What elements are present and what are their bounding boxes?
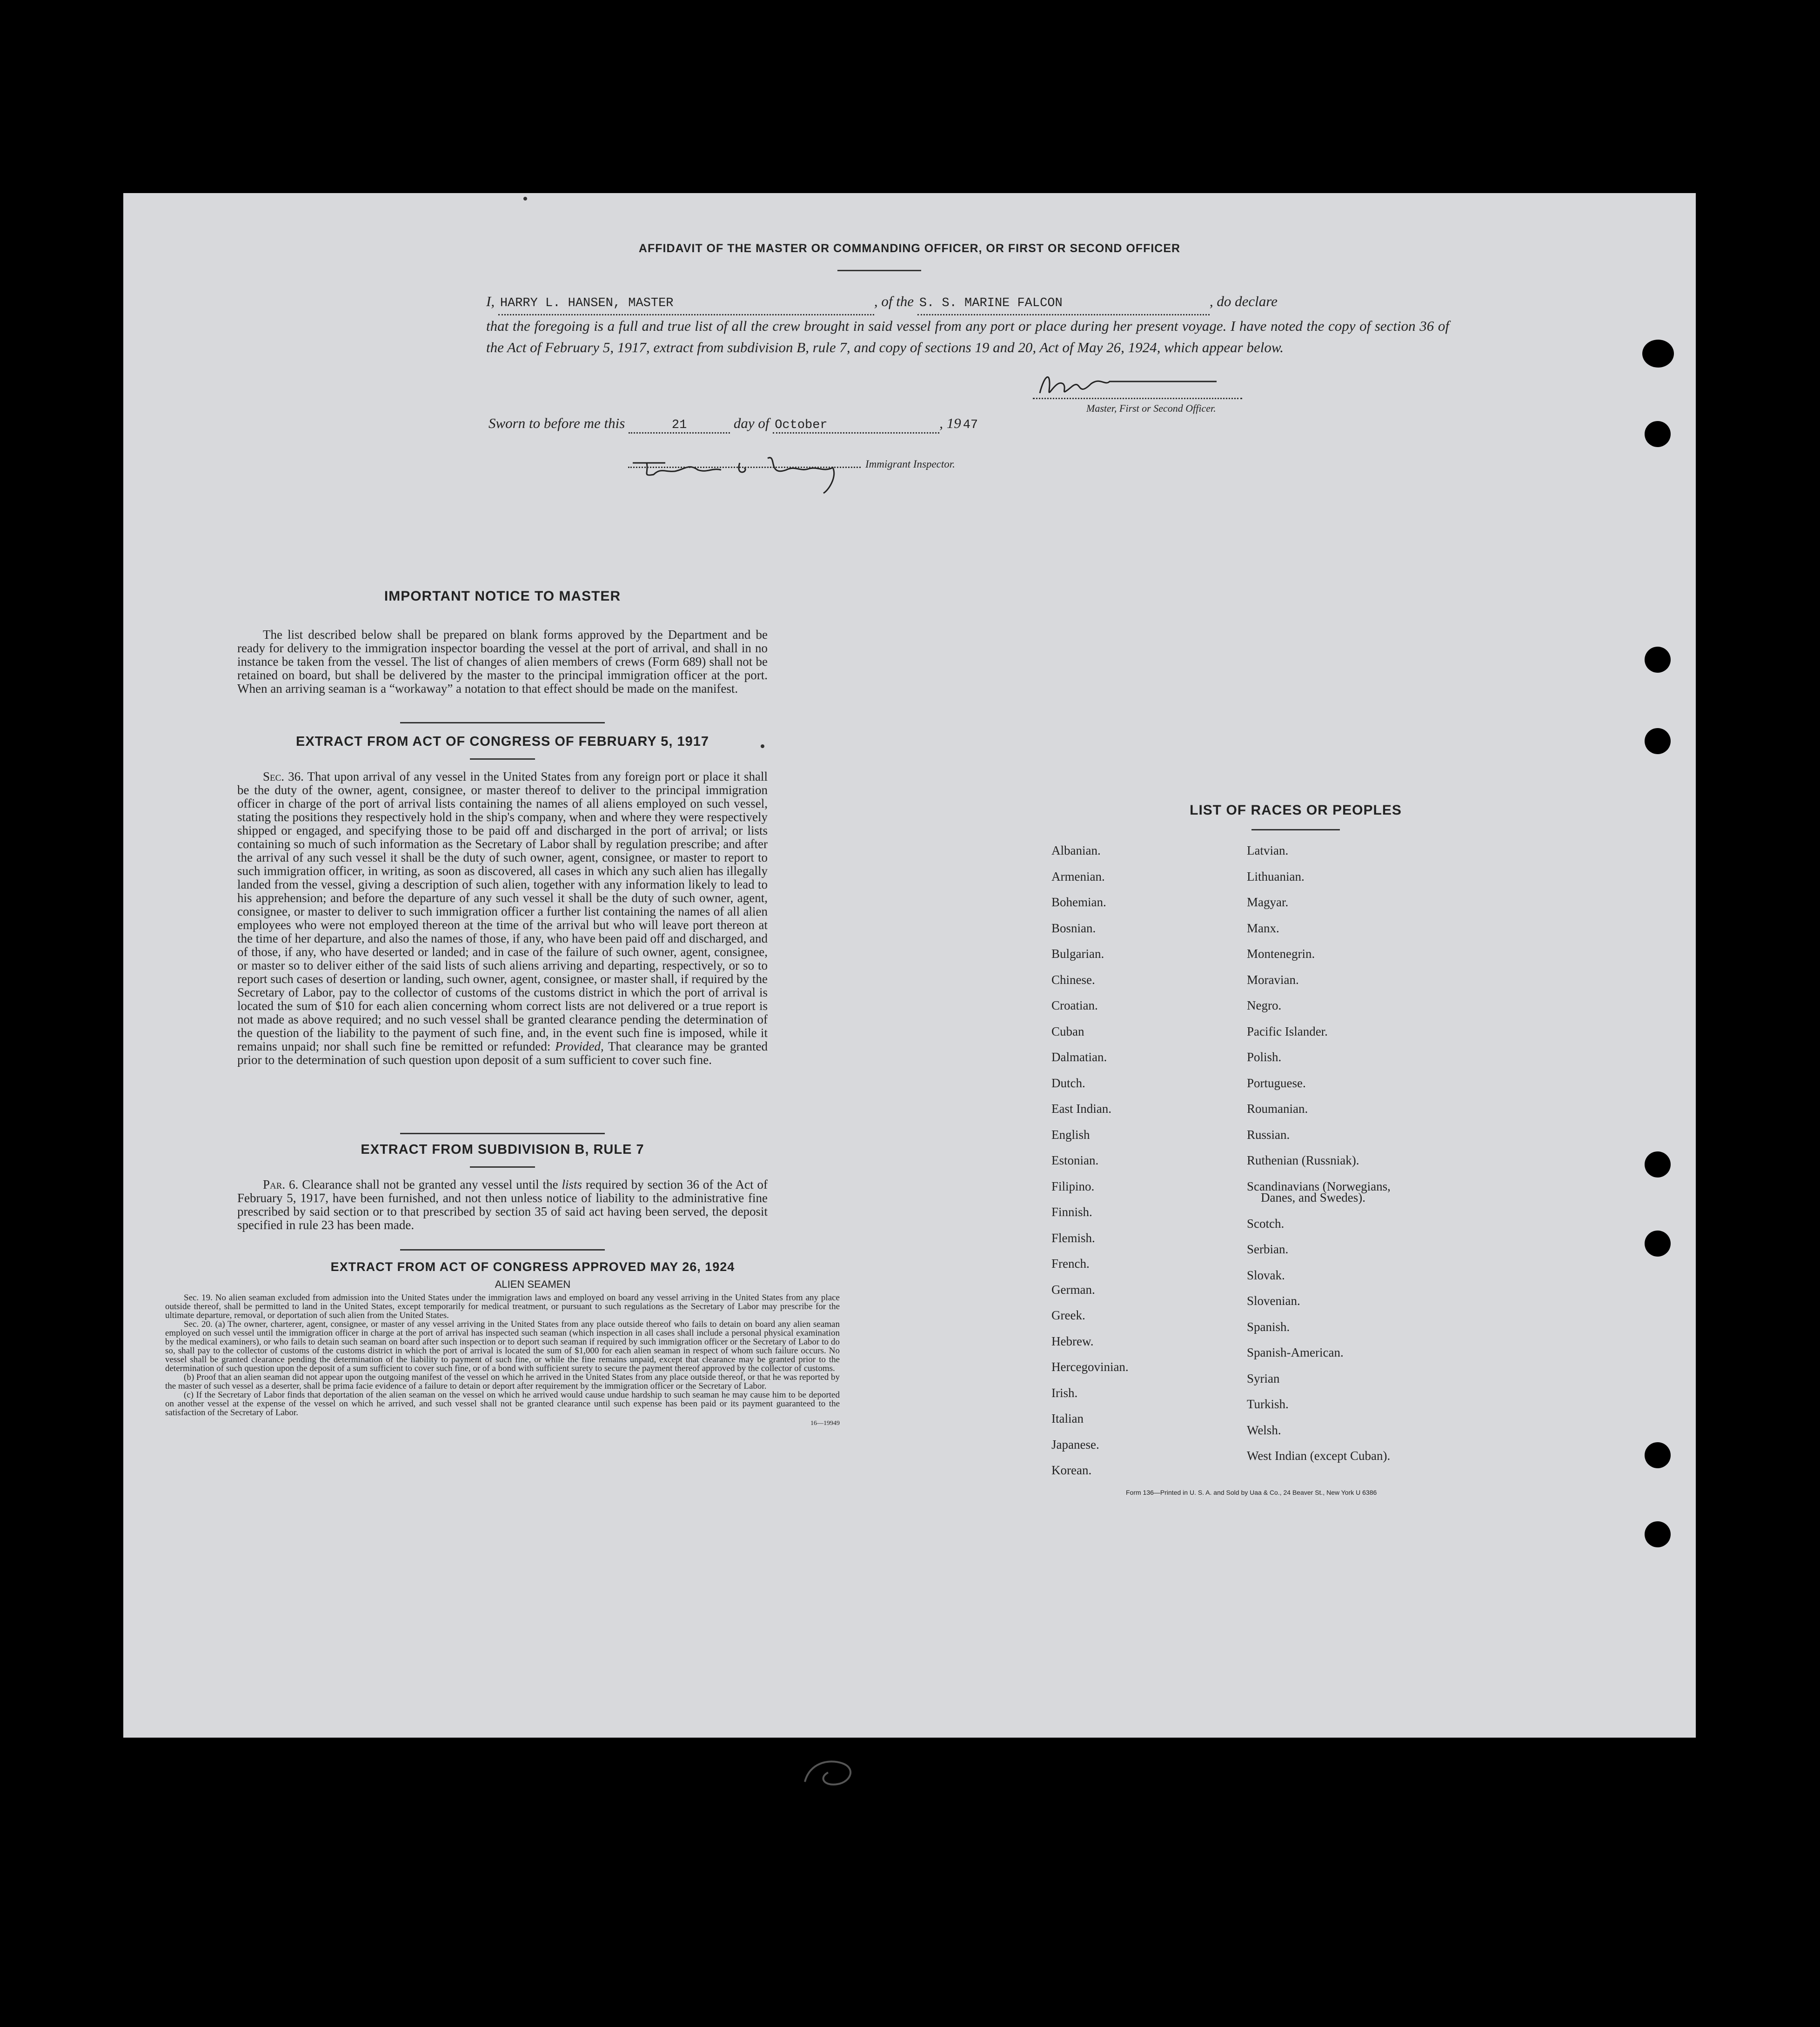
race-item: Finnish. xyxy=(1051,1205,1092,1219)
alien-seamen-subtitle: ALIEN SEAMEN xyxy=(495,1278,571,1290)
race-item: Roumanian. xyxy=(1247,1102,1308,1116)
race-item: Dutch. xyxy=(1051,1076,1085,1090)
binder-hole xyxy=(1645,1151,1671,1177)
binder-hole xyxy=(1645,647,1671,673)
race-item: Manx. xyxy=(1247,921,1279,935)
race-item: Greek. xyxy=(1051,1308,1085,1322)
declaration-body: that the foregoing is a full and true list of all the crew brought in said vessel from any port or place during her present voyage. I have noted the copy of section 36 of the Act of February 5, 1917, extract from subdivision B, rule 7, and copy of sections 19 and 20, Act of May 26, 1924, which appear below. xyxy=(486,318,1449,355)
extract-1917-title: EXTRACT FROM ACT OF CONGRESS OF FEBRUARY 5, 1917 xyxy=(295,734,709,749)
binder-hole xyxy=(1645,728,1671,754)
extract-1924-title: EXTRACT FROM ACT OF CONGRESS APPROVED MAY 26, 1924 xyxy=(330,1260,735,1274)
race-item: Ruthenian (Russniak). xyxy=(1247,1153,1359,1167)
notice-title: IMPORTANT NOTICE TO MASTER xyxy=(384,589,621,604)
inspector-signature-line xyxy=(628,467,861,468)
race-item: Japanese. xyxy=(1051,1437,1099,1452)
rule-7-label: Par. 6. xyxy=(263,1177,299,1191)
race-item: Italian xyxy=(1051,1412,1084,1425)
race-item: Bosnian. xyxy=(1051,921,1096,935)
races-title: LIST OF RACES OR PEOPLES xyxy=(1190,803,1402,818)
rule-7-end-divider xyxy=(400,1249,605,1251)
alien-seamen-text xyxy=(165,1293,840,1428)
rule-7-body-a: Clearance shall not be granted any vessel until the xyxy=(302,1177,558,1191)
race-item: French. xyxy=(1051,1257,1090,1271)
race-item: Welsh. xyxy=(1247,1423,1281,1437)
master-signature-line xyxy=(1033,398,1242,399)
section-36-provided: Provided, xyxy=(555,1039,604,1053)
race-item: East Indian. xyxy=(1051,1102,1111,1116)
rule-7-lists: lists xyxy=(562,1177,582,1191)
declaration-first-line xyxy=(486,291,1449,315)
binder-hole xyxy=(1642,340,1674,368)
section-19-text: Sec. 19. No alien seaman excluded from admission into the United States under the immigration laws and employed on board any vessel arriving in the United States from any place outside thereof, shall be permitted to land in the United States, except temporarily for medical treatment, or pursuant to such regulations as the Secretary of Labor may prescribe for the ultimate departure, removal, or deportation of such alien from the United States. xyxy=(165,1293,840,1320)
section-20b-text: (b) Proof that an alien seaman did not appear upon the outgoing manifest of the vessel on which he arrived in the United States from any place outside thereof, or that he was reported by the master of such vessel as a deserter, shall be prima facie evidence of a failure to detain or deport after requirement by the immigration officer or the Secretary of Labor. xyxy=(165,1372,840,1391)
race-item: Negro. xyxy=(1247,998,1282,1012)
title-divider xyxy=(837,270,921,271)
race-item: Moravian. xyxy=(1247,972,1299,987)
vessel-name-field: S. S. MARINE FALCON xyxy=(917,293,1210,315)
extract-1917-end-divider xyxy=(400,1133,605,1134)
section-20a-text: Sec. 20. (a) The owner, charterer, agent, consignee, or master of any vessel arriving in the United States from any place outside thereof who fails to detain on board any alien seaman employed on such vessel until the immigration officer in charge at the port of arrival has inspected such seaman (which inspection in all cases shall include a personal physical examination by the medical examiners), or who fails to detain such seaman on board after such inspection or to deport such seaman if required by such immigration officer or the Secretary of Labor to do so, shall pay to the collector of customs of the customs district in which the port of arrival is located the sum of $1,000 for each alien seaman in respect of whom such failure occurs. No vessel shall be granted clearance pending the determination of the liability to payment of such fine, or while the fine remains unpaid, except that clearance may be granted prior to the determination of such question upon the deposit of a sum sufficient to cover such fine, or of a bond with sufficient surety to secure the payment thereof approved by the collector of customs. xyxy=(165,1319,840,1373)
race-item: Danes, and Swedes). xyxy=(1261,1191,1365,1205)
section-20c-text: (c) If the Secretary of Labor finds that deportation of the alien seaman on the vessel on which he arrived would cause undue hardship to such seaman he may cause him to be deported on another vessel at the expense of the vessel on which he arrived, and such vessel shall not be granted clearance until such expense has been paid or its payment guaranteed to the satisfaction of the Secretary of Labor. xyxy=(165,1390,840,1418)
declaration-i: I, xyxy=(486,293,495,309)
race-item: Magyar. xyxy=(1247,895,1289,909)
master-name-field: HARRY L. HANSEN, MASTER xyxy=(498,293,874,315)
section-36-body: That upon arrival of any vessel in the United States from any foreign port or place it shall be the duty of the owner, agent, consignee, or master thereof to deliver to the principal immigration officer in charge of the port of arrival lists containing the names of all aliens employed on such vessel, stating the positions they respectively hold in the ship's company, when and where they were respectively shipped or engaged, and specifying those to be paid off and discharged in the port of arrival; or lists containing so much of such information as the Secretary of Labor shall by regulation prescribe; and after the arrival of any such vessel it shall be the duty of such owner, agent, consignee, or master to report to such immigration officer, in writing, as soon as discovered, all cases in which any such alien has illegally landed from the vessel, giving a description of such alien, together with any information likely to lead to his apprehension; and before the departure of any such vessel it shall be the duty of such owner, agent, consignee, or master to deliver to such immigration officer a further list containing the names of all alien employees who were not employed thereon at the time of the arrival but who will leave port thereon at the time of her departure, and also the names of those, if any, who have been paid off and discharged, and of those, if any, who have deserted or landed; and in case of the failure of such owner, agent, consignee, or master so to deliver either of the said lists of such aliens arriving and departing, respectively, or so to report such cases of desertion or landing, such owner, agent, consignee, or master shall, if required by the Secretary of Labor, pay to the collector of customs of the customs district in which the port of arrival is located the sum of $10 for each alien concerning whom correct lists are not delivered or a true report is not made as above required; and no such vessel shall be granted clearance pending the determination of the question of the liability to the payment of such fine, and, in the event such fine is imposed, while it remains unpaid; nor shall such fine be remitted or refunded: xyxy=(237,769,768,1053)
notice-divider xyxy=(400,722,605,723)
rule-7-title: EXTRACT FROM SUBDIVISION B, RULE 7 xyxy=(361,1142,644,1157)
declaration xyxy=(486,291,1449,358)
section-36-text xyxy=(237,770,768,1067)
race-item: Estonian. xyxy=(1051,1153,1099,1167)
inspector-caption: Immigrant Inspector. xyxy=(865,458,955,470)
race-item: Syrian xyxy=(1247,1371,1280,1385)
race-item: Irish. xyxy=(1051,1385,1078,1400)
race-item: Portuguese. xyxy=(1247,1076,1306,1090)
race-item: Latvian. xyxy=(1247,843,1289,857)
race-item: Lithuanian. xyxy=(1247,869,1305,883)
race-item: Scandinavians (Norwegians, xyxy=(1247,1179,1391,1193)
race-item: Serbian. xyxy=(1247,1242,1289,1257)
master-signature xyxy=(1030,365,1226,407)
race-item: Polish. xyxy=(1247,1050,1282,1064)
race-item: Bulgarian. xyxy=(1051,947,1104,961)
sworn-year: 47 xyxy=(963,418,978,432)
sworn-line xyxy=(488,415,984,434)
master-caption: Master, First or Second Officer. xyxy=(1086,402,1216,414)
inspector-signature xyxy=(628,444,889,495)
race-item: Slovak. xyxy=(1247,1268,1285,1282)
affidavit-form-sheet xyxy=(123,193,1696,1738)
race-item: Bohemian. xyxy=(1051,895,1106,909)
sworn-prefix: Sworn to before me this xyxy=(488,415,625,431)
race-item: Dalmatian. xyxy=(1051,1050,1107,1064)
race-item: Hercegovinian. xyxy=(1051,1360,1129,1374)
race-item: West Indian (except Cuban). xyxy=(1247,1449,1391,1463)
race-item: Pacific Islander. xyxy=(1247,1024,1328,1038)
notice-body: The list described below shall be prepared on blank forms approved by the Department and be ready for delivery to the immigration inspector boarding the vessel at the port of arrival, and shall in no instance be taken from the vessel. The list of changes of alien members of crews (Form 689) shall not be retained on board, but shall be delivered by the master to the principal immigration officer at the port. When an arriving seaman is a “workaway” a notation to that effect should be made on the manifest. xyxy=(237,628,768,696)
race-item: Slovenian. xyxy=(1247,1294,1300,1308)
race-item: English xyxy=(1051,1127,1090,1142)
section-36-label: Sec. 36. xyxy=(263,769,304,783)
race-item: Armenian. xyxy=(1051,869,1105,883)
stray-mark xyxy=(800,1754,861,1791)
sworn-day: 21 xyxy=(629,418,730,434)
rule-7-body-b: required by section 36 of the Act of February 5, 1917, have been furnished, and not then unless notice of liability to the administrative fine prescribed by said section or to that prescribed by section 35 of said act having been served, the deposit specified in rule 23 has been made. xyxy=(237,1177,768,1232)
binder-hole xyxy=(1645,1521,1671,1547)
race-item: Croatian. xyxy=(1051,998,1098,1012)
race-item: Turkish. xyxy=(1247,1397,1289,1412)
race-item: Spanish. xyxy=(1247,1319,1290,1334)
sworn-month: October xyxy=(773,418,939,434)
race-item: Russian. xyxy=(1247,1127,1290,1142)
affidavit-title: AFFIDAVIT OF THE MASTER OR COMMANDING OFFICER, OR FIRST OR SECOND OFFICER xyxy=(638,242,1181,255)
sworn-year-prefix: , 19 xyxy=(939,415,961,431)
rule-7-text xyxy=(237,1178,768,1232)
race-item: Korean. xyxy=(1051,1463,1092,1477)
extract-1917-divider xyxy=(470,758,535,760)
form-code: 16—19949 xyxy=(810,1420,840,1427)
race-item: Cuban xyxy=(1051,1024,1084,1038)
printer-imprint: Form 136—Printed in U. S. A. and Sold by Uaa & Co., 24 Beaver St., New York U 6386 xyxy=(1126,1489,1377,1496)
race-item: German. xyxy=(1051,1282,1095,1297)
binder-hole xyxy=(1645,1442,1671,1468)
race-item: Albanian. xyxy=(1051,843,1101,857)
declaration-do-declare: , do declare xyxy=(1209,293,1278,309)
declaration-of-the: , of the xyxy=(874,293,914,309)
binder-hole xyxy=(1645,1231,1671,1257)
rule-7-divider xyxy=(470,1166,535,1168)
speck xyxy=(761,744,764,748)
race-item: Montenegrin. xyxy=(1247,947,1315,961)
race-item: Hebrew. xyxy=(1051,1334,1094,1348)
race-item: Spanish-American. xyxy=(1247,1345,1344,1360)
section-36-body-end: That clearance may be granted prior to the determination of such question upon deposit of a sum sufficient to cover such fine. xyxy=(237,1039,768,1067)
race-item: Flemish. xyxy=(1051,1231,1095,1245)
races-divider xyxy=(1251,829,1340,830)
speck xyxy=(523,197,527,201)
sworn-day-of: day of xyxy=(733,415,769,431)
race-item: Chinese. xyxy=(1051,972,1095,987)
race-item: Filipino. xyxy=(1051,1179,1095,1193)
race-item: Scotch. xyxy=(1247,1216,1285,1231)
binder-hole xyxy=(1645,421,1671,447)
